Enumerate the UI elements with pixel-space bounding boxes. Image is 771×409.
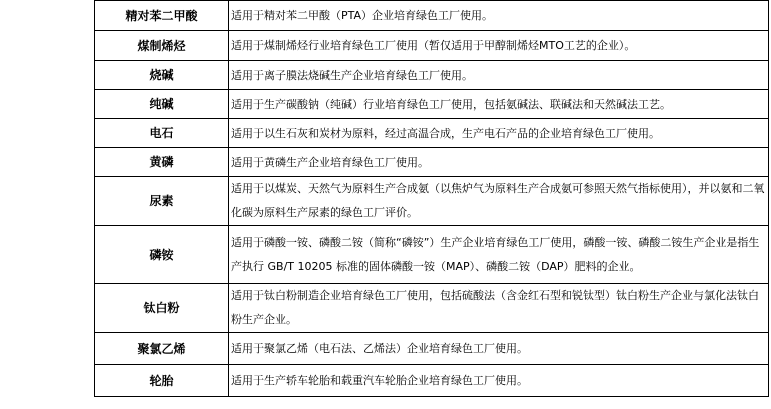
table-row [95,284,769,333]
table-row [95,61,769,90]
industry-name: 精对苯二甲酸 [95,1,229,31]
industry-description: 适用于黄磷生产企业培育绿色工厂使用。 [229,148,769,177]
industry-name: 聚氯乙烯 [95,333,229,365]
industry-name: 煤制烯烃 [95,31,229,61]
table-row [95,226,769,284]
industry-name: 尿素 [95,177,229,226]
table-row [95,148,769,177]
industry-name: 烧碱 [95,61,229,90]
industry-name: 轮胎 [95,365,229,397]
table-row [95,365,769,397]
industry-description: 适用于精对苯二甲酸（PTA）企业培育绿色工厂使用。 [229,1,769,31]
table-row [95,1,769,31]
industry-description: 适用于生产碳酸钠（纯碱）行业培育绿色工厂使用，包括氨碱法、联碱法和天然碱法工艺。 [229,90,769,119]
industry-description: 适用于生产轿车轮胎和载重汽车轮胎企业培育绿色工厂使用。 [229,365,769,397]
table-row [95,31,769,61]
table-row [95,119,769,148]
industry-name: 黄磷 [95,148,229,177]
industry-description: 适用于以生石灰和炭材为原料，经过高温合成，生产电石产品的企业培育绿色工厂使用。 [229,119,769,148]
industry-description: 适用于聚氯乙烯（电石法、乙烯法）企业培育绿色工厂使用。 [229,333,769,365]
industry-description: 适用于以煤炭、天然气为原料生产合成氨（以焦炉气为原料生产合成氨可参照天然气指标使用），并以氨和二氧化碳为原料生产尿素的绿色工厂评价。 [229,177,769,226]
industry-name: 钛白粉 [95,284,229,333]
industry-description: 适用于煤制烯烃行业培育绿色工厂使用（暂仅适用于甲醇制烯烃MTO工艺的企业）。 [229,31,769,61]
industry-description: 适用于钛白粉制造企业培育绿色工厂使用，包括硫酸法（含金红石型和锐钛型）钛白粉生产企业与氯化法钛白粉生产企业。 [229,284,769,333]
industry-description: 适用于离子膜法烧碱生产企业培育绿色工厂使用。 [229,61,769,90]
industry-standards-table [94,0,769,397]
industry-name: 电石 [95,119,229,148]
table-row [95,177,769,226]
industry-name: 纯碱 [95,90,229,119]
industry-name: 磷铵 [95,226,229,284]
table-row [95,90,769,119]
industry-description: 适用于磷酸一铵、磷酸二铵（简称“磷铵”）生产企业培育绿色工厂使用，磷酸一铵、磷酸二铵生产企业是指生产执行 GB/T 10205 标准的固体磷酸一铵（MAP）、磷酸二铵（DAP）肥料的企业。 [229,226,769,284]
table-row [95,333,769,365]
